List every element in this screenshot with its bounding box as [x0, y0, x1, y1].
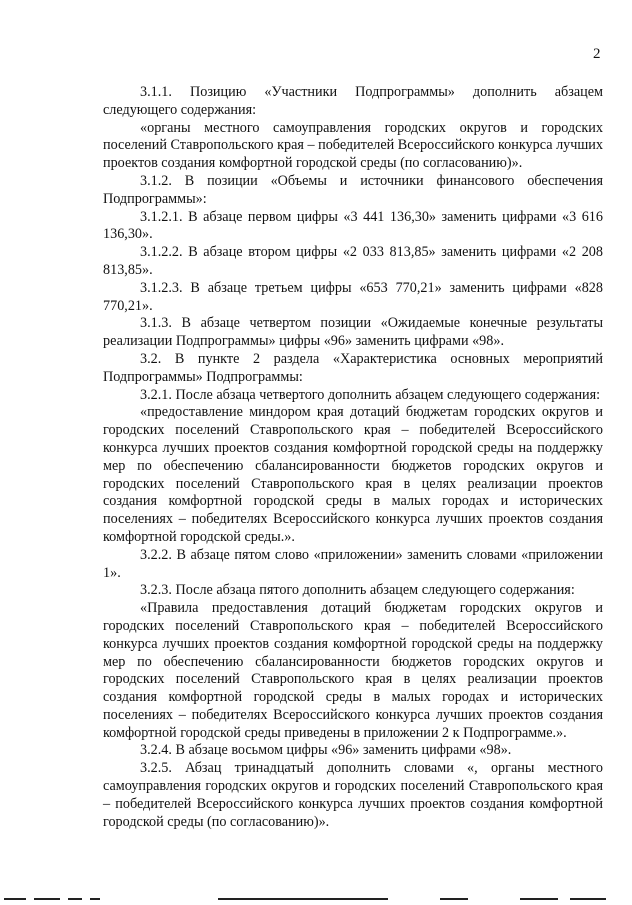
paragraph-3-2-4: 3.2.4. В абзаце восьмом цифры «96» заменить цифрами «98». — [140, 742, 512, 759]
document-body — [103, 84, 603, 831]
paragraph-3-2-3: 3.2.3. После абзаца пятого дополнить абзацем следующего содержания: — [140, 582, 575, 599]
page-number: 2 — [593, 46, 601, 62]
paragraph-3-2-5: 3.2.5. Абзац тринадцатый дополнить словами «, органы местного самоуправления городских округов и городских поселений Ставропольского края – победителей Всероссийского конкурса лучших проектов создания комфортной городской среды (по согласованию)». — [103, 760, 603, 830]
paragraph-3-2-1: 3.2.1. После абзаца четвертого дополнить абзацем следующего содержания: — [140, 386, 601, 403]
scan-edge-artifact — [0, 894, 632, 905]
paragraph-3-1-2-1: 3.1.2.1. В абзаце первом цифры «3 441 136,30» заменить цифрами «3 616 136,30». — [103, 208, 603, 243]
paragraph-3-1-3: 3.1.3. В абзаце четвертом позиции «Ожидаемые конечные результаты реализации Подпрограммы» цифры «96» заменить цифрами «98». — [103, 315, 603, 350]
paragraph-3-1-2-2: 3.1.2.2. В абзаце втором цифры «2 033 813,85» заменить цифрами «2 208 813,85». — [103, 244, 603, 278]
paragraph-3-2: 3.2. В пункте 2 раздела «Характеристика основных мероприятий Подпрограммы» Подпрограммы: — [103, 350, 603, 385]
paragraph-quote-rules: «Правила предоставления дотаций бюджетам городских округов и городских поселений Ставропольского края – победителей Всероссийского конкурса лучших проектов создания комфортной городской среды на поддержку мер по обеспечению сбалансированности бюджетов городских округов и городских поселений Ставропольского края в целях реализации проектов создания комфортной городской среды в малых городах и исторических поселениях – победителях Всероссийского конкурса лучших проектов создания комфортной городской среды приведены в приложении 2 к Подпрограмме.». — [103, 600, 603, 741]
paragraph-quote-subsidies: «предоставление миндором края дотаций бюджетам городских округов и городских поселений Ставропольского края – победителей Всероссийского конкурса лучших проектов создания комфортной городской среды на поддержку мер по обеспечению сбалансированности бюджетов городских округов и городских поселений Ставропольского края в целях реализации проектов создания комфортной городской среды в малых городах и исторических поселениях – победителях Всероссийского конкурса лучших проектов создания комфортной городской среды.». — [103, 404, 603, 545]
paragraph-3-1-1: 3.1.1. Позицию «Участники Подпрограммы» дополнить абзацем следующего содержания: — [103, 84, 603, 118]
paragraph-quote-participants: «органы местного самоуправления городских округов и городских поселений Ставропольского края – победителей Всероссийского конкурса лучших проектов создания комфортной городской среды (по согласованию)». — [103, 119, 603, 172]
paragraph-3-1-2: 3.1.2. В позиции «Объемы и источники финансового обеспечения Подпрограммы»: — [103, 172, 603, 207]
paragraph-3-2-2: 3.2.2. В абзаце пятом слово «приложении» заменить словами «приложении 1». — [103, 546, 603, 581]
paragraph-3-1-2-3: 3.1.2.3. В абзаце третьем цифры «653 770,21» заменить цифрами «828 770,21». — [103, 279, 603, 314]
